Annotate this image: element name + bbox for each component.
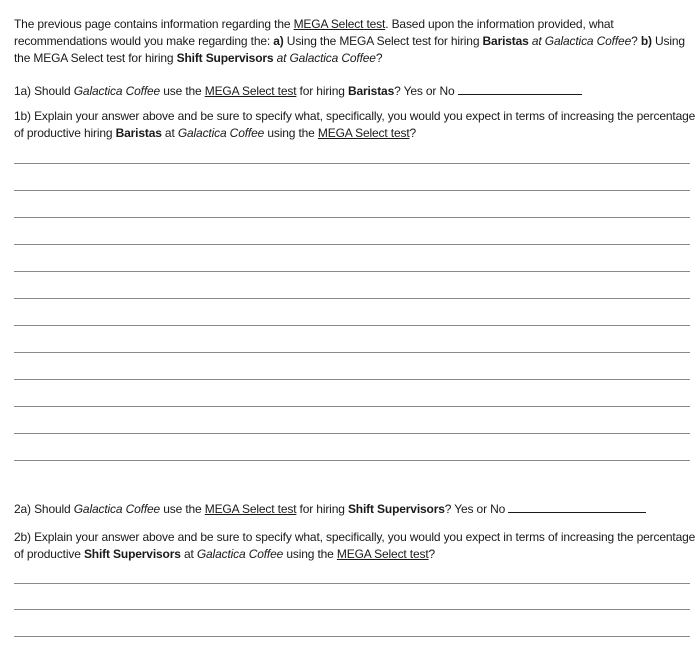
company-name: at Galactica Coffee — [273, 51, 376, 65]
answer-line[interactable] — [14, 325, 690, 326]
question-2a — [14, 501, 698, 518]
mega-select-link: MEGA Select test — [317, 126, 410, 140]
answer-1a-blank[interactable] — [458, 83, 582, 95]
answer-line[interactable] — [14, 244, 690, 245]
question-text: using the — [264, 126, 318, 140]
intro-text: . Based upon the information provided, what recommendations would you make regarding the: — [14, 17, 614, 48]
answer-line[interactable] — [14, 190, 690, 191]
mega-select-link: MEGA Select test — [204, 502, 297, 516]
mega-select-link: MEGA Select test — [293, 17, 386, 31]
answer-line[interactable] — [14, 298, 690, 299]
question-text: at — [180, 547, 197, 561]
answer-line[interactable] — [14, 636, 690, 637]
question-text: at — [161, 126, 178, 140]
company-name: at Galactica Coffee — [528, 34, 632, 48]
intro-text: ? — [375, 51, 383, 65]
intro-text: Using the MEGA Select test for hiring — [14, 34, 685, 65]
question-text: using the — [283, 547, 337, 561]
answer-line[interactable] — [14, 352, 690, 353]
answer-line[interactable] — [14, 433, 690, 434]
supervisors-role: Shift Supervisors — [83, 547, 181, 561]
question-text: for hiring — [296, 502, 348, 516]
answer-line[interactable] — [14, 271, 690, 272]
intro-text: The previous page contains information regarding the — [14, 17, 294, 31]
question-text: ? Yes or No — [444, 502, 509, 516]
answer-line[interactable] — [14, 460, 690, 461]
company-name: Galactica Coffee — [196, 547, 284, 561]
question-text: for hiring — [296, 84, 348, 98]
answer-line[interactable] — [14, 583, 690, 584]
question-text: ? Yes or No — [394, 84, 458, 98]
baristas-role: Baristas — [347, 84, 395, 98]
question-text: 2a) Should — [14, 502, 74, 516]
question-text: use the — [160, 502, 205, 516]
part-a-label: a) — [273, 34, 284, 48]
question-text: use the — [160, 84, 205, 98]
supervisors-role: Shift Supervisors — [347, 502, 445, 516]
answer-line[interactable] — [14, 379, 690, 380]
company-name: Galactica Coffee — [73, 502, 161, 516]
supervisors-role: Shift Supervisors — [176, 51, 274, 65]
baristas-role: Baristas — [115, 126, 162, 140]
mega-select-link: MEGA Select test — [204, 84, 297, 98]
question-text: 2b) Explain your answer above and be sure to specify what, specifically, you would you expect in terms of increasing the percentage of productive — [14, 530, 696, 561]
baristas-role: Baristas — [482, 34, 529, 48]
question-text: ? — [409, 126, 417, 140]
question-text: ? — [428, 547, 436, 561]
intro-text: ? — [631, 34, 641, 48]
question-1b — [14, 108, 698, 142]
question-text: 1b) Explain your answer above and be sure to specify what, specifically, you would you expect in terms of increasing the percentage of productive hiring — [14, 109, 696, 140]
answer-line[interactable] — [14, 217, 690, 218]
company-name: Galactica Coffee — [177, 126, 265, 140]
intro-text: Using the MEGA Select test for hiring — [283, 34, 483, 48]
question-1a — [14, 83, 698, 100]
question-text: 1a) Should — [14, 84, 74, 98]
answer-line[interactable] — [14, 609, 690, 610]
company-name: Galactica Coffee — [73, 84, 161, 98]
intro-paragraph — [14, 16, 698, 67]
answer-line[interactable] — [14, 406, 690, 407]
part-b-label: b) — [640, 34, 652, 48]
mega-select-link: MEGA Select test — [336, 547, 429, 561]
question-2b — [14, 529, 698, 563]
answer-line[interactable] — [14, 163, 690, 164]
answer-2a-blank[interactable] — [508, 501, 646, 513]
